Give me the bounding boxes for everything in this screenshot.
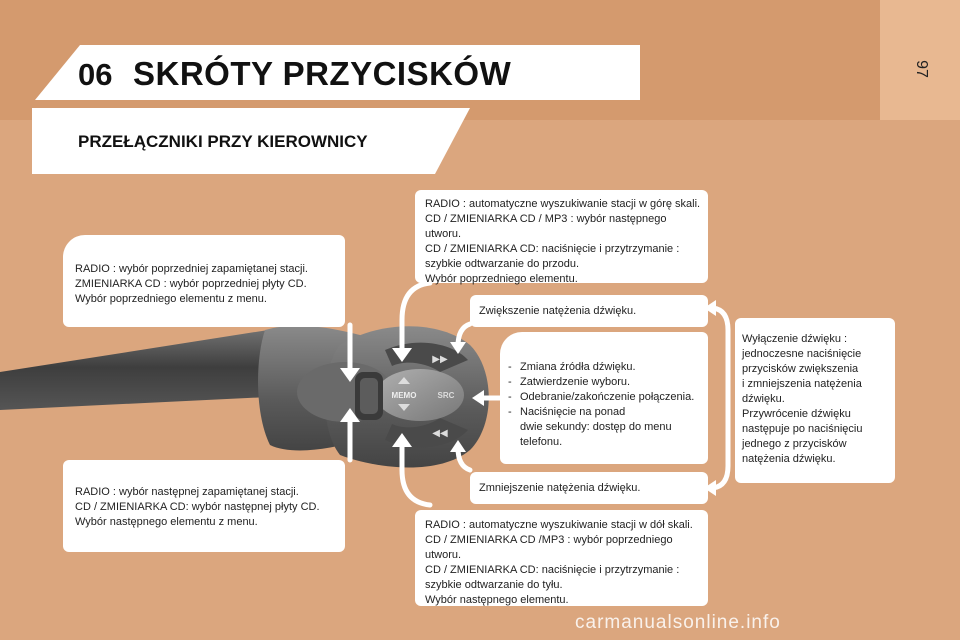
prev-icon: ◀◀ [432, 428, 448, 439]
memo-label: MEMO [391, 391, 417, 400]
callout-source [500, 332, 708, 464]
page-number: 97 [912, 60, 930, 78]
callout-seek-up-text: RADIO : automatyczne wyszukiwanie stacji w górę skali. CD / ZMIENIARKA CD / MP3 : wybór następnego utworu. CD / ZMIENIARKA CD: naciśnięcie i przytrzymanie : szybkie odtwarzanie do przodu. Wybór poprzedniego elementu. [425, 198, 701, 285]
source-list [500, 332, 708, 450]
source-item-call: - Odebranie/zakończenie połączenia. [508, 390, 708, 405]
next-icon: ▶▶ [432, 354, 448, 365]
memo-wheel-grip [360, 378, 378, 414]
callout-next-preset-text: RADIO : wybór następnej zapamiętanej stacji. CD / ZMIENIARKA CD: wybór następnej płyty CD. Wybór następnego elementu z menu. [75, 486, 320, 528]
src-label[interactable]: SRC [437, 391, 455, 400]
section-title: PRZEŁĄCZNIKI PRZY KIEROWNICY [78, 132, 368, 151]
chapter-number: 06 [78, 57, 113, 92]
watermark: carmanualsonline.info [575, 612, 781, 633]
callout-seek-up [415, 190, 708, 283]
source-item-confirm: - Zatwierdzenie wyboru. [508, 375, 708, 390]
callout-volume-down-text: Zmniejszenie natężenia dźwięku. [479, 482, 641, 494]
callout-previous-preset-text: RADIO : wybór poprzedniej zapamiętanej stacji. ZMIENIARKA CD : wybór poprzedniej płyty CD. Wybór poprzedniego elementu z menu. [75, 263, 308, 305]
callout-next-preset [63, 460, 345, 552]
callout-mute [735, 318, 895, 483]
callout-seek-down [415, 510, 708, 606]
callout-volume-up-text: Zwiększenie natężenia dźwięku. [479, 305, 637, 317]
chapter-title: SKRÓTY PRZYCISKÓW [133, 55, 512, 92]
source-item-change: - Zmiana źródła dźwięku. [508, 360, 708, 375]
callout-seek-down-text: RADIO : automatyczne wyszukiwanie stacji w dół skali. CD / ZMIENIARKA CD /MP3 : wybór poprzedniego utworu. CD / ZMIENIARKA CD: naciśnięcie i przytrzymanie : szybkie odtwarzanie do tyłu. Wybór następnego elementu. [425, 519, 693, 606]
callout-previous-preset [63, 235, 345, 327]
callout-volume-up [470, 295, 708, 327]
source-item-phone-menu: - Naciśnięcie na ponad dwie sekundy: dostęp do menu telefonu. [508, 405, 708, 450]
bracket-mute [713, 308, 728, 488]
callout-volume-down [470, 472, 708, 504]
callout-mute-text: Wyłączenie dźwięku : jednoczesne naciśnięcie przycisków zwiększenia i zmniejszenia natężenia dźwięku. Przywrócenie dźwięku następuje po naciśnięciu jednego z przycisków natężenia dźwięku. [742, 333, 863, 465]
